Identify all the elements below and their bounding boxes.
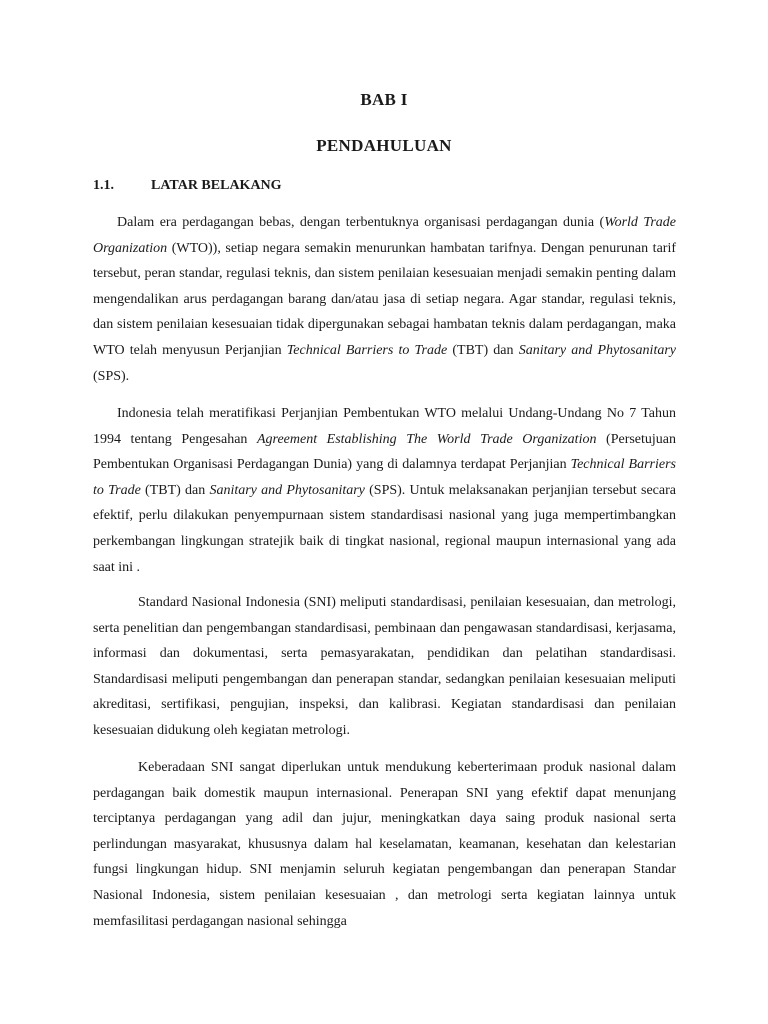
chapter-number: BAB I — [360, 90, 408, 109]
paragraph-1-italic-3: Sanitary and Phytosanitary — [518, 342, 676, 358]
paragraph-3: Standard Nasional Indonesia (SNI) meliputi standardisasi, penilaian kesesuaian, dan metrologi, serta penelitian dan pengembangan standardisasi, pembinaan dan pengawasan standardisasi, kerjasama, informasi dan dokumentasi, serta pemasyarakatan, pendidikan dan pelatihan standardisasi. Standardisasi meliputi pengembangan dan penerapan standar, sedangkan penilaian kesesuaian meliputi akreditasi, sertifikasi, pengujian, inspeksi, dan kalibrasi. Kegiatan standardisasi dan penilaian kesesuaian didukung oleh kegiatan metrologi. — [93, 595, 676, 738]
paragraph-1-italic-1: World Trade Organization — [93, 215, 677, 256]
paragraph-1-text-4: (SPS). — [93, 368, 130, 384]
section-title: LATAR BELAKANG — [151, 178, 282, 193]
paragraph-1-text-1: Dalam era perdagangan bebas, dengan terbentuknya organisasi perdagangan dunia ( — [117, 215, 605, 230]
paragraph-4: Keberadaan SNI sangat diperlukan untuk mendukung keberterimaan produk nasional dalam perdagangan baik domestik maupun internasional. Penerapan SNI yang efektif dapat menunjang terciptanya perdagangan yang adil dan jujur, meningkatkan daya saing produk nasional serta perlindungan masyarakat, khususnya dalam hal keselamatan, keamanan, kesehatan dan kelestarian fungsi lingkungan hidup. SNI menjamin seluruh kegiatan pengembangan dan penerapan Standar Nasional Indonesia, sistem penilaian kesesuaian , dan metrologi serta kegiatan lainnya untuk memfasilitasi perdagangan nasional sehingga — [93, 760, 676, 929]
chapter-title: PENDAHULUAN — [316, 136, 452, 155]
paragraph-2-italic-1: Agreement Establishing The World Trade Organization — [256, 431, 597, 447]
paragraph-2-italic-3: Sanitary and Phytosanitary — [209, 482, 365, 498]
paragraph-2-text-1: Indonesia telah meratifikasi Perjanjian Pembentukan WTO melalui Undang-Undang No 7 Tahun 1994 tentang Pengesahan — [93, 406, 676, 447]
paragraph-1 — [93, 210, 676, 389]
paragraph-2-italic-2: Technical Barriers to Trade — [93, 457, 676, 498]
paragraph-2 — [93, 401, 676, 580]
section-number: 1.1. — [93, 178, 114, 193]
paragraph-1-text-3: (TBT) dan — [447, 342, 519, 358]
paragraph-2-text-3: (TBT) dan — [140, 482, 210, 498]
paragraph-2-text-4: (SPS). Untuk melaksanakan perjanjian tersebut secara efektif, perlu dilakukan penyempurnaan sistem standardisasi nasional yang juga mempertimbangkan perkembangan lingkungan stratejik baik di tingkat nasional, regional maupun internasional yang ada saat ini . — [93, 482, 676, 575]
paragraph-1-italic-2: Technical Barriers to Trade — [286, 342, 448, 358]
section-heading — [93, 178, 282, 194]
paragraph-1-text-2: (WTO)), setiap negara semakin menurunkan hambatan tarifnya. Dengan penurunan tarif tersebut, peran standar, regulasi teknis, dan sistem penilaian kesesuaian menjadi semakin penting dalam mengendalikan arus perdagangan barang dan/atau jasa di setiap negara. Agar standar, regulasi teknis, dan sistem penilaian kesesuaian tidak dipergunakan sebagai hambatan teknis dalam perdagangan, maka WTO telah menyusun Perjanjian — [93, 240, 676, 358]
paragraph-2-text-2: (Persetujuan Pembentukan Organisasi Perdagangan Dunia) yang di dalamnya terdapat Perjanjian — [93, 431, 677, 473]
